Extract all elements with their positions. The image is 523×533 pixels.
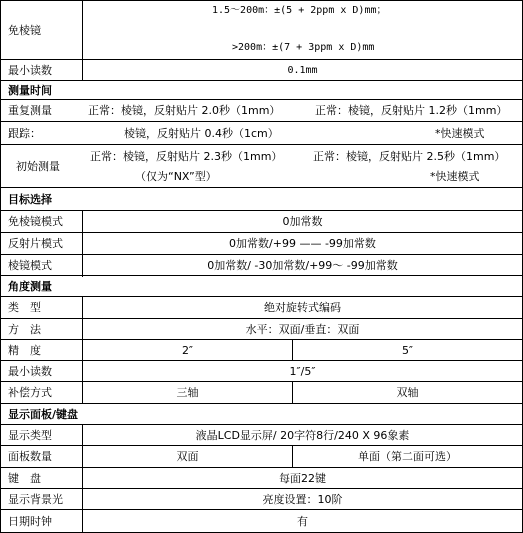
edm-label: 免棱镜	[8, 23, 41, 37]
initial-value-b: 正常：棱镜，反射贴片 2.5秒（1mm）	[313, 149, 506, 163]
track-value-b: *快速模式	[435, 126, 485, 140]
initial-value-a: 正常：棱镜，反射贴片 2.3秒（1mm）	[90, 149, 283, 163]
track-value-a: 棱镜，反射贴片 0.4秒（1cm）	[124, 126, 279, 140]
clock-value: 有	[297, 514, 308, 528]
display-type-value: 液晶LCD显示屏/ 20字符8行/240 X 96象素	[195, 428, 410, 442]
initial-note-a: （仅为“NX”型）	[135, 169, 217, 183]
compensation-label: 补偿方式	[8, 386, 52, 399]
initial-note-b: *快速模式	[430, 169, 480, 183]
panels-value-a: 双面	[176, 450, 199, 463]
panels-value-b: 单面（第二面可选）	[358, 450, 457, 463]
target-row-label: 反射片模式	[8, 237, 63, 250]
angle-type-label: 类 型	[8, 301, 41, 314]
target-row-value: 0加常数/+99 —— -99加常数	[229, 237, 376, 250]
angle-min-reading-label: 最小读数	[8, 364, 52, 378]
panels-label: 面板数量	[8, 450, 52, 463]
display-type-label: 显示类型	[8, 428, 52, 442]
section-title-measure-time: 测量时间	[8, 83, 52, 97]
repeat-value-b: 正常：棱镜，反射贴片 1.2秒（1mm）	[315, 104, 508, 117]
angle-type-value: 绝对旋转式编码	[264, 301, 341, 314]
section-title-display: 显示面板/键盘	[8, 407, 79, 421]
angle-accuracy-value-a: 2″	[181, 343, 194, 357]
angle-method-label: 方 法	[8, 322, 41, 336]
keyboard-value: 每面22键	[279, 471, 326, 485]
angle-method-value: 水平：双面/垂直：双面	[245, 322, 360, 336]
backlight-value: 亮度设置：10阶	[262, 492, 343, 506]
section-title-target: 目标选择	[8, 192, 52, 206]
min-reading-label: 最小读数	[8, 63, 52, 77]
target-row-label: 棱镜模式	[8, 258, 52, 272]
target-row-value: 0加常数/ -30加常数/+99～ -99加常数	[207, 258, 398, 272]
angle-min-reading-value: 1″/5″	[289, 364, 316, 378]
compensation-value-a: 三轴	[176, 386, 199, 399]
backlight-label: 显示背景光	[8, 492, 63, 506]
repeat-value-a: 正常：棱镜，反射贴片 2.0秒（1mm）	[88, 104, 281, 117]
clock-label: 日期时钟	[8, 514, 52, 528]
target-row-label: 免棱镜模式	[8, 215, 63, 228]
angle-accuracy-label: 精 度	[8, 343, 41, 357]
initial-label: 初始测量	[16, 159, 60, 173]
section-title-angle: 角度测量	[8, 279, 52, 293]
compensation-value-b: 双轴	[396, 386, 419, 399]
keyboard-label: 键 盘	[8, 471, 41, 485]
edm-accuracy-line-1: 1.5～200m：±(5 + 2ppm x D)mm；	[212, 4, 387, 16]
min-reading-value: 0.1mm	[287, 64, 318, 76]
target-row-value: 0加常数	[282, 215, 323, 228]
edm-accuracy-line-2: >200m：±(7 + 3ppm x D)mm	[232, 41, 375, 53]
repeat-label: 重复测量	[8, 104, 52, 117]
track-label: 跟踪：	[8, 126, 41, 140]
angle-accuracy-value-b: 5″	[401, 343, 414, 357]
